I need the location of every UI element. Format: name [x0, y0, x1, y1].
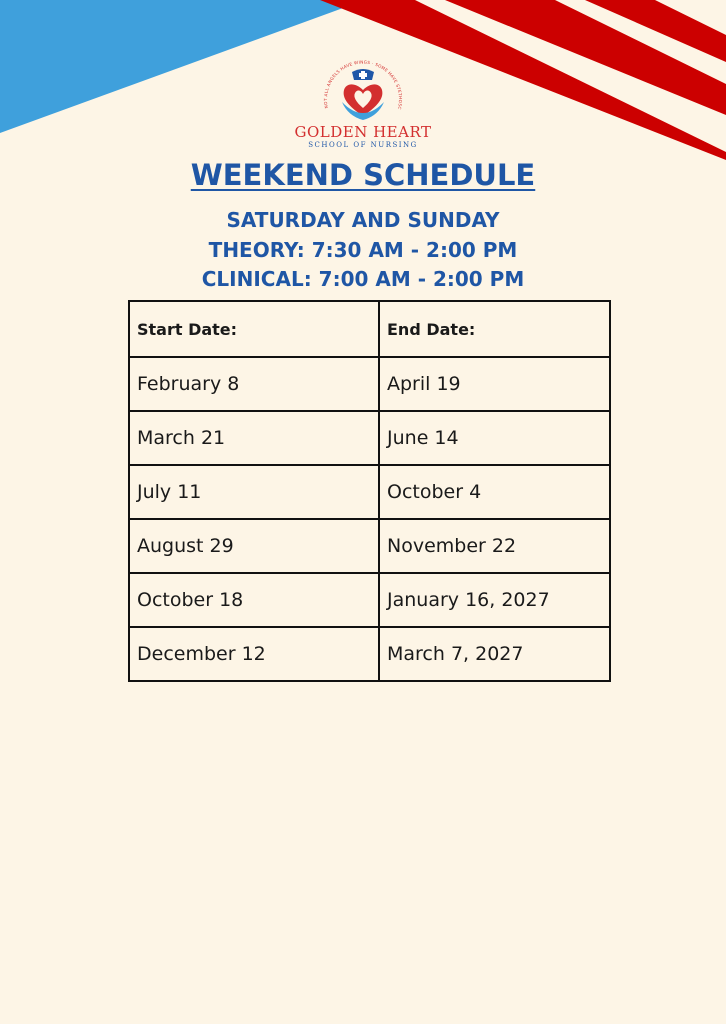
logo-arc-text: NOT ALL ANGELS HAVE WINGS · SOME HAVE STETHOSC [322, 59, 404, 111]
page-title: WEEKEND SCHEDULE [190, 158, 536, 192]
clinical-hours: CLINICAL: 7:00 AM - 2:00 PM [201, 267, 525, 291]
end-date-cell: November 22 [379, 519, 610, 573]
start-date-cell: July 11 [129, 465, 379, 519]
table-row [129, 465, 610, 519]
end-date-cell: January 16, 2027 [379, 573, 610, 627]
blue-corner-shape [0, 0, 365, 133]
end-date-cell: October 4 [379, 465, 610, 519]
schedule-days: SATURDAY AND SUNDAY [226, 208, 500, 232]
table-row [129, 519, 610, 573]
start-date-cell: August 29 [129, 519, 379, 573]
schedule-table [128, 300, 611, 682]
table-row [129, 357, 610, 411]
nurse-cap-heart-icon [318, 58, 408, 128]
start-date-cell: December 12 [129, 627, 379, 681]
end-date-cell: June 14 [379, 411, 610, 465]
start-date-cell: October 18 [129, 573, 379, 627]
end-date-cell: March 7, 2027 [379, 627, 610, 681]
school-name: GOLDEN HEART [294, 123, 432, 141]
start-date-cell: February 8 [129, 357, 379, 411]
end-date-cell: April 19 [379, 357, 610, 411]
school-tagline: SCHOOL OF NURSING [308, 141, 418, 149]
table-header-row [129, 301, 610, 357]
start-date-cell: March 21 [129, 411, 379, 465]
table-row [129, 627, 610, 681]
start-date-header: Start Date: [129, 301, 379, 357]
theory-hours: THEORY: 7:30 AM - 2:00 PM [208, 238, 518, 262]
end-date-header: End Date: [379, 301, 610, 357]
table-row [129, 411, 610, 465]
table-row [129, 573, 610, 627]
